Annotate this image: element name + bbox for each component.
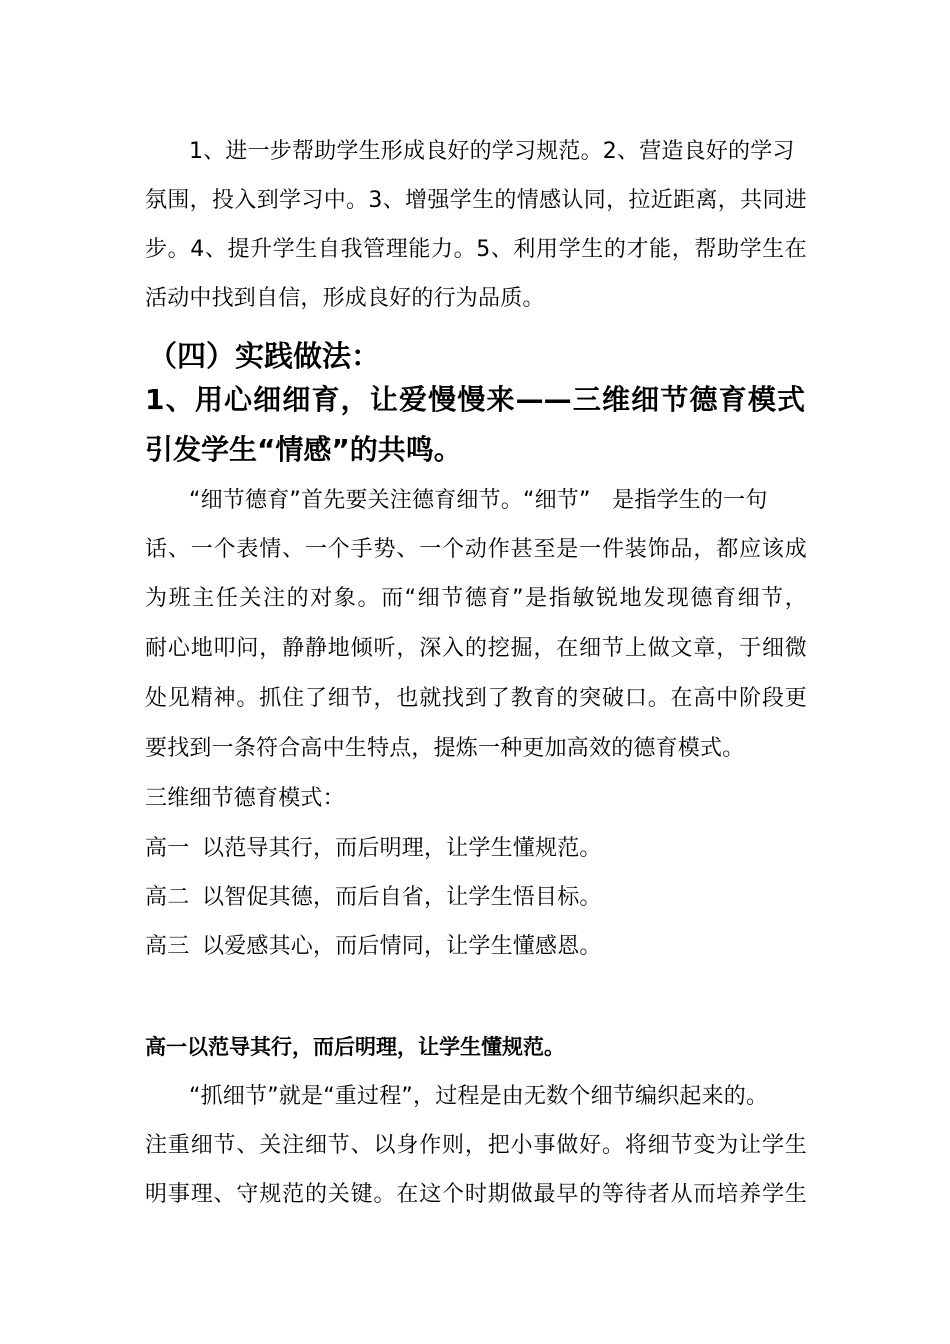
grade-one-heading: 高一以范导其行，而后明理，让学生懂规范。 xyxy=(145,1035,565,1059)
model-item-text: 以智促其德，而后自省，让学生悟目标。 xyxy=(202,885,602,910)
model-item-text: 以范导其行，而后明理，让学生懂规范。 xyxy=(202,836,602,861)
detail-line-1: “细节德育”首先要关注德育细节。“细节” 是指学生的一句 xyxy=(189,488,768,513)
grade-one-line-3: 明事理、守规范的关键。在这个时期做最早的等待者从而培养学生 xyxy=(145,1182,807,1207)
goals-line-1: 1、进一步帮助学生形成良好的学习规范。2、营造良好的学习 xyxy=(189,139,795,164)
model-item-grade-2 xyxy=(145,883,815,913)
grade-one-line-2: 注重细节、关注细节、以身作则，把小事做好。将细节变为让学生 xyxy=(145,1133,807,1158)
subsection-heading-line-2: 引发学生“情感”的共鸣。 xyxy=(145,433,462,466)
model-item-grade-3 xyxy=(145,932,815,962)
detail-line-2: 话、一个表情、一个手势、一个动作甚至是一件装饰品，都应该成 xyxy=(145,537,807,562)
model-item-grade-1 xyxy=(145,834,815,864)
section-heading: （四）实践做法： xyxy=(148,339,381,373)
subsection-heading-line-1: 1、用心细细育，让爱慢慢来——三维细节德育模式 xyxy=(145,383,805,416)
detail-line-5: 处见精神。抓住了细节，也就找到了教育的突破口。在高中阶段更 xyxy=(145,686,807,711)
grade-one-line-1: “抓细节”就是“重过程”，过程是由无数个细节编织起来的。 xyxy=(189,1084,769,1109)
model-title: 三维细节德育模式： xyxy=(145,786,345,811)
model-item-text: 以爱感其心，而后情同，让学生懂感恩。 xyxy=(202,934,602,959)
goals-line-4: 活动中找到自信，形成良好的行为品质。 xyxy=(145,286,545,311)
model-item-grade-label: 高一 xyxy=(145,836,190,861)
goals-line-3: 步。4、提升学生自我管理能力。5、利用学生的才能，帮助学生在 xyxy=(145,237,807,262)
detail-line-3: 为班主任关注的对象。而“细节德育”是指敏锐地发现德育细节， xyxy=(145,586,807,611)
model-item-grade-label: 高三 xyxy=(145,934,190,959)
detail-line-4: 耐心地叩问，静静地倾听，深入的挖掘，在细节上做文章，于细微 xyxy=(145,636,807,661)
model-item-grade-label: 高二 xyxy=(145,885,190,910)
goals-line-2: 氛围，投入到学习中。3、增强学生的情感认同，拉近距离，共同进 xyxy=(145,188,807,213)
detail-line-6: 要找到一条符合高中生特点，提炼一种更加高效的德育模式。 xyxy=(145,736,745,761)
